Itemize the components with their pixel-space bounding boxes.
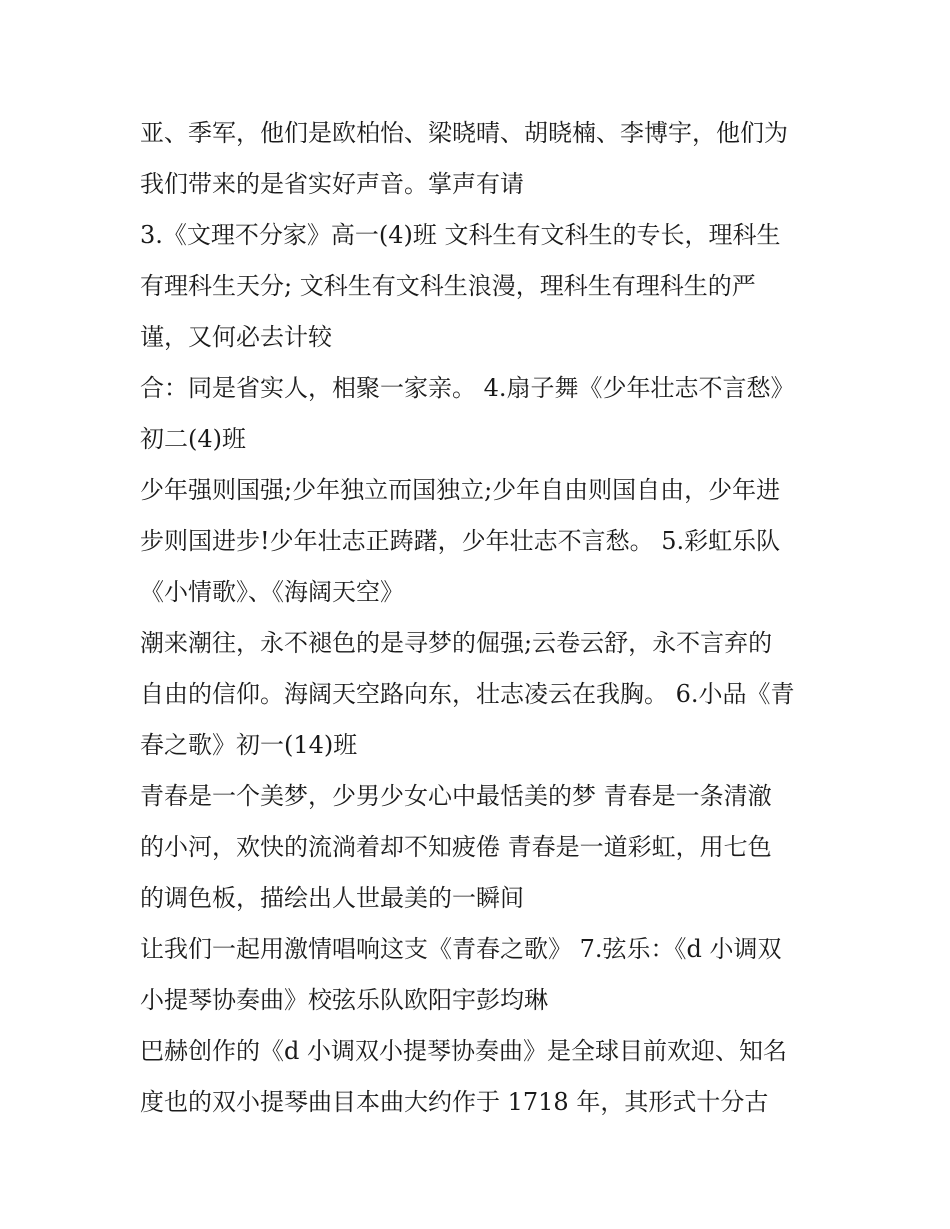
text-line: 少年强则国强;少年独立而国独立;少年自由则国自由，少年进 [140,476,781,504]
text-line: 小提琴协奏曲》校弦乐队欧阳宇彭均琳 [140,986,548,1014]
document-body [140,108,830,1128]
text-line: 巴赫创作的《d 小调双小提琴协奏曲》是全球目前欢迎、知名 [140,1037,787,1065]
text-line: 初二(4)班 [140,425,246,453]
text-line: 潮来潮往，永不褪色的是寻梦的倔强;云卷云舒，永不言弃的 [140,629,773,657]
text-line: 亚、季军，他们是欧柏怡、梁晓晴、胡晓楠、李博宇，他们为 [140,119,788,147]
text-line: 的小河，欢快的流淌着却不知疲倦 青春是一道彩虹，用七色 [140,833,772,861]
text-line: 自由的信仰。海阔天空路向东，壮志凌云在我胸。 6.小品《青 [140,680,795,708]
text-line: 合：同是省实人，相聚一家亲。 4.扇子舞《少年壮志不言愁》 [140,374,795,402]
text-line: 谨，又何必去计较 [140,323,332,351]
text-line: 《小情歌》、《海阔天空》 [140,578,404,606]
text-line: 3.《文理不分家》高一(4)班 文科生有文科生的专长，理科生 [140,221,781,249]
text-line: 度也的双小提琴曲目本曲大约作于 1718 年，其形式十分古 [140,1088,769,1116]
text-line: 青春是一个美梦，少男少女心中最恬美的梦 青春是一条清澈 [140,782,772,810]
text-line: 春之歌》初一(14)班 [140,731,358,759]
text-line: 步则国进步!少年壮志正踌躇，少年壮志不言愁。 5.彩虹乐队 [140,527,781,555]
text-line: 让我们一起用激情唱响这支《青春之歌》 7.弦乐：《d 小调双 [140,935,782,963]
text-line: 我们带来的是省实好声音。掌声有请 [140,170,524,198]
text-line: 有理科生天分; 文科生有文科生浪漫，理科生有理科生的严 [140,272,756,300]
text-line: 的调色板，描绘出人世最美的一瞬间 [140,884,524,912]
